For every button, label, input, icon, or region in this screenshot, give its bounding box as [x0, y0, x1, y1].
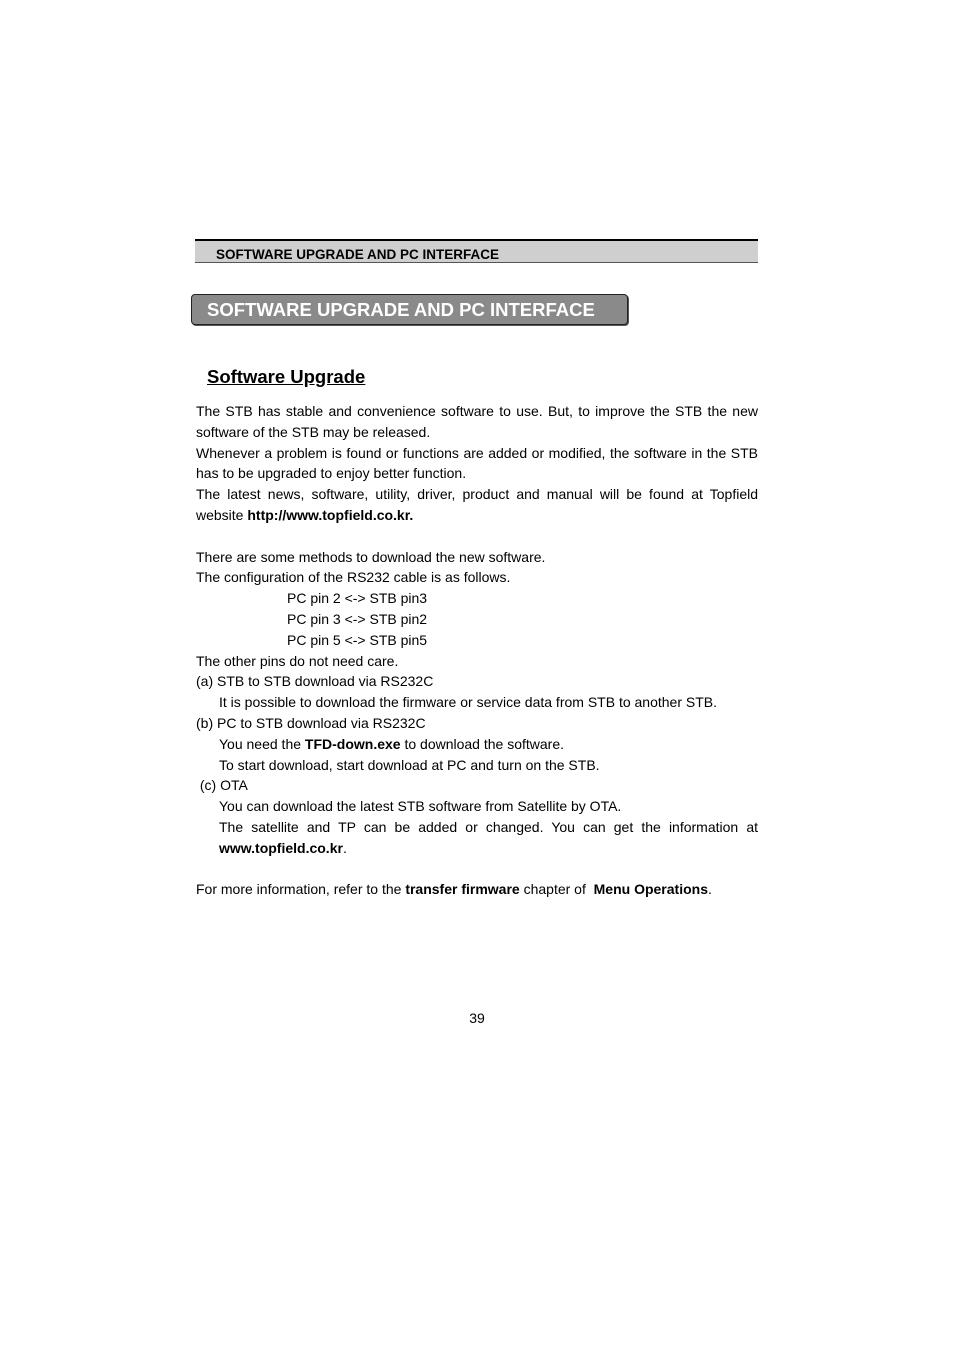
footer-note-post: . — [708, 881, 712, 898]
rs232-intro: The configuration of the RS232 cable is as follows. — [196, 569, 511, 586]
method-c-desc-2-post: . — [342, 839, 347, 856]
chapter-title-box — [191, 294, 628, 325]
footer-note-mid: chapter of — [519, 881, 594, 898]
method-b-desc — [196, 734, 758, 755]
transfer-firmware-ref: transfer firmware — [405, 881, 520, 898]
pin-mapping-1: PC pin 2 <-> STB pin3 — [287, 590, 428, 607]
page-number: 39 — [469, 1010, 485, 1026]
website-link[interactable]: http://www.topfield.co.kr. — [247, 506, 414, 523]
method-c-desc-2 — [196, 817, 758, 859]
tool-name: TFD-down.exe — [304, 735, 401, 752]
method-b-desc-pre: You need the — [219, 735, 305, 752]
intro-paragraph-2: Whenever a problem is found or functions are added or modified, the software in the STB has to be upgraded to enjoy better function. — [196, 444, 758, 482]
method-b-desc-2: To start download, start download at PC and turn on the STB. — [219, 756, 600, 773]
footer-note — [196, 879, 758, 900]
method-c-desc-2-pre: The satellite and TP can be added or changed. You can get the information at — [219, 818, 758, 835]
spacer — [196, 859, 758, 880]
method-b-desc-post: to download the software. — [400, 735, 565, 752]
method-c-title: (c) OTA — [196, 777, 248, 794]
method-b-title: (b) PC to STB download via RS232C — [196, 714, 426, 731]
intro-paragraph-1: The STB has stable and convenience software to use. But, to improve the STB the new software of the STB may be released. — [196, 403, 758, 440]
running-header — [195, 239, 758, 263]
pin-mapping-2: PC pin 3 <-> STB pin2 — [287, 610, 428, 627]
menu-operations-ref: Menu Operations — [593, 881, 708, 898]
method-a-title: (a) STB to STB download via RS232C — [196, 673, 434, 690]
body-content — [196, 401, 758, 900]
running-header-text: SOFTWARE UPGRADE AND PC INTERFACE — [216, 247, 500, 262]
intro-paragraph-3 — [196, 484, 758, 526]
pins-note: The other pins do not need care. — [196, 652, 399, 669]
methods-intro: There are some methods to download the new software. — [196, 548, 546, 565]
section-title: Software Upgrade — [207, 366, 366, 387]
website-link-2[interactable]: www.topfield.co.kr — [219, 839, 343, 856]
footer-note-pre: For more information, refer to the — [196, 881, 406, 898]
intro-paragraph-3-text: The latest news, software, utility, driver, product and manual will be found at Topfield website — [196, 486, 758, 523]
method-c-desc: You can download the latest STB software from Satellite by OTA. — [219, 798, 622, 815]
spacer — [196, 526, 758, 547]
pin-mapping-3: PC pin 5 <-> STB pin5 — [287, 631, 428, 648]
chapter-title: SOFTWARE UPGRADE AND PC INTERFACE — [207, 299, 595, 320]
method-a-desc: It is possible to download the firmware or service data from STB to another STB. — [219, 694, 717, 711]
